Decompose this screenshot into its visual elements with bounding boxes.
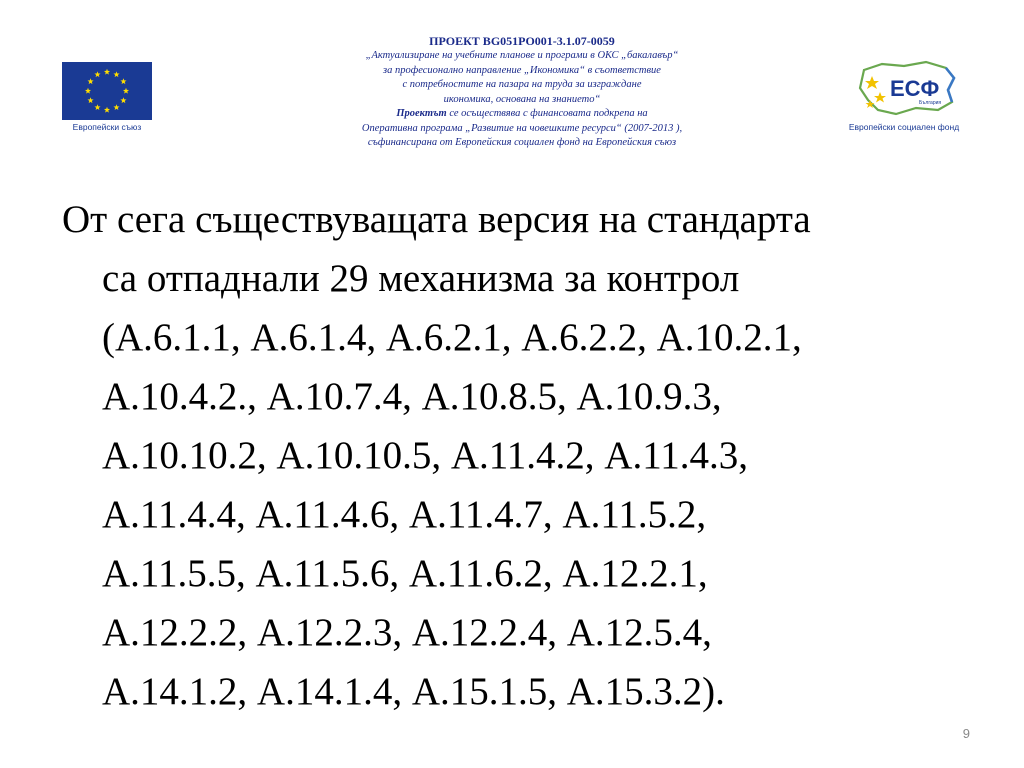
project-line-3: с потребностите на пазара на труда за изграждане	[402, 79, 642, 90]
project-title: ПРОЕКТ BG051PO001-3.1.07-0059	[429, 34, 615, 48]
slide-header	[0, 0, 1024, 180]
project-line-5-rest: се осъществява с финансовата подкрепа на	[446, 108, 648, 119]
body-line-6: А.11.4.4, А.11.4.6, А.11.4.7, А.11.5.2,	[102, 493, 707, 536]
body-line-1: От сега съществуващата версия на стандарта	[62, 198, 811, 241]
eu-caption: Европейски съюз	[72, 122, 142, 132]
project-line-2: за професионално направление „Икономика“ в съответствие	[383, 64, 661, 76]
bulgaria-map-icon	[842, 56, 966, 120]
eu-flag-icon	[62, 62, 152, 120]
eu-star	[120, 97, 126, 103]
slide-body	[62, 190, 962, 721]
eu-star	[123, 88, 129, 94]
project-line-6: Оперативна програма „Развитие на човешките ресурси“ (2007-2013 ),	[361, 122, 683, 134]
body-line-3: (А.6.1.1, А.6.1.4, А.6.2.1, А.6.2.2, А.10.2.1,	[102, 316, 802, 359]
eu-stars-circle	[62, 62, 152, 120]
body-line-7: А.11.5.5, А.11.5.6, А.11.6.2, А.12.2.1,	[102, 552, 708, 595]
eu-star	[113, 104, 119, 110]
eu-star	[94, 104, 100, 110]
project-line-7: съфинансирана от Европейския социален фонд на Европейския съюз	[367, 137, 677, 148]
body-line-4: А.10.4.2., А.10.7.4, А.10.8.5, А.10.9.3,	[102, 375, 722, 418]
page-number: 9	[962, 726, 970, 741]
eu-logo	[58, 58, 156, 140]
project-info	[262, 34, 782, 151]
esf-country-label: България	[919, 100, 942, 106]
eu-star	[88, 97, 94, 103]
body-line-2: са отпаднали 29 механизма за контрол	[102, 257, 740, 300]
eu-star	[104, 107, 110, 113]
eu-star	[85, 88, 91, 94]
project-line-1: „Актуализиране на учебните планове и програми в ОКС „бакалавър“	[365, 50, 679, 61]
project-word-bold: Проектът	[396, 108, 447, 119]
esf-logo	[842, 56, 966, 138]
eu-star	[104, 69, 110, 75]
eu-star	[113, 71, 119, 77]
project-line-5	[262, 107, 782, 122]
esf-caption: Европейски социален фонд	[848, 122, 960, 132]
eu-star	[88, 78, 94, 84]
body-line-5: А.10.10.2, А.10.10.5, А.11.4.2, А.11.4.3,	[102, 434, 749, 477]
esf-mark: ЕСФ	[890, 76, 940, 101]
body-line-9: А.14.1.2, А.14.1.4, А.15.1.5, А.15.3.2).	[102, 670, 725, 713]
eu-star	[94, 71, 100, 77]
project-line-4: икономика, основана на знанието“	[443, 93, 601, 105]
eu-star	[120, 78, 126, 84]
body-line-8: А.12.2.2, А.12.2.3, А.12.2.4, А.12.5.4,	[102, 611, 712, 654]
